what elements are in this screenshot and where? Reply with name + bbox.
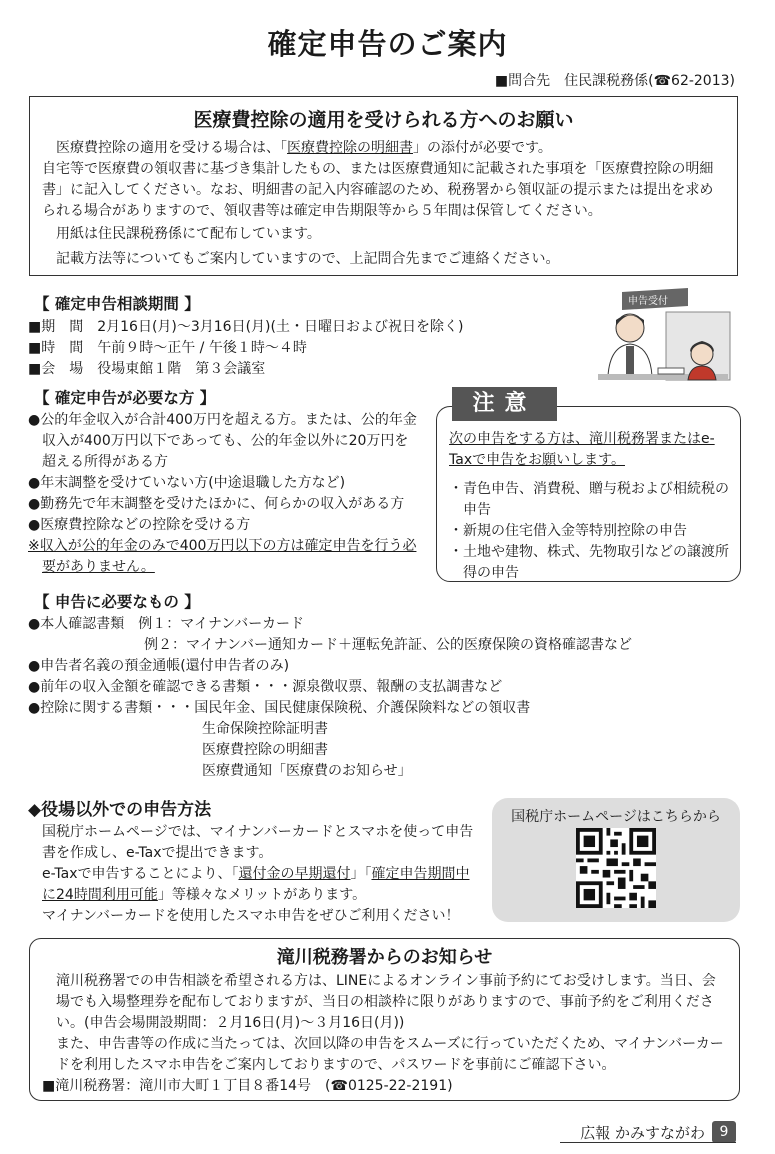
required-list <box>28 614 728 782</box>
medical-notice-p3: 用紙は住民課税務係にて配布しています。 <box>56 226 321 242</box>
medical-form-link: 医療費控除の明細書 <box>287 140 413 156</box>
who-needs-list <box>28 410 420 578</box>
medical-notice-p4: 記載方法等についてもご案内していますので、上記問合先までご連絡ください。 <box>56 251 560 267</box>
id-docs-row <box>28 614 728 635</box>
income-docs-row: ●前年の収入金額を確認できる書類・・・源泉徴収票、報酬の支払調書など <box>28 679 503 695</box>
caution-box <box>436 406 741 582</box>
consultation-illustration <box>588 284 738 404</box>
contact-info: ■問合先 住民課税務係(☎62-2013) <box>494 73 735 89</box>
reception-sign: 申告受付 <box>628 296 668 307</box>
id-example-2: 例２：マイナンバー通知カード＋運転免許証、公的医療保険の資格確認書など <box>144 637 633 653</box>
deduction-item: 生命保険控除証明書 <box>202 721 328 737</box>
medical-notice-p2: 自宅等で医療費の領収書に基づき集計したもの、または医療費通知に記載された事項を「医療費控除の明細書」に記入してください。なお、明細書の記入内容確認のため、税務署から領収証の提示または提出を求められる場合がありますので、領収書等は確定申告期限等から５年間は保管してください。 <box>42 161 714 219</box>
text: 」の添付が必要です。 <box>413 140 552 156</box>
tax-office-body <box>30 969 739 1097</box>
bank-book-row: ●申告者名義の預金通帳(還付申告者のみ) <box>28 658 290 674</box>
outside-p3: マイナンバーカードを使用したスマホ申告をぜひご利用ください！ <box>42 908 460 924</box>
medical-notice-box <box>29 96 738 276</box>
tax-office-box <box>29 938 740 1101</box>
tax-office-p2: また、申告書等の作成に当たっては、次回以降の申告をスムーズに行っていただくため、マイナンバーカードを利用したスマホ申告をご案内しておりますので、パスワードを事前にご確認下さい。 <box>56 1036 724 1073</box>
tax-office-heading: 滝川税務署からのお知らせ <box>276 947 493 968</box>
page-title: 確定申告のご案内 <box>267 27 508 61</box>
period-row: ■期 間 2月16日(月)～3月16日(月)(土・日曜日および祝日を除く) <box>28 319 464 335</box>
venue-row: ■会 場 役場東館１階 第３会議室 <box>28 361 266 377</box>
outside-p2 <box>28 864 480 906</box>
page-number: 9 <box>712 1121 736 1143</box>
id-example-1: 例１：マイナンバーカード <box>138 616 304 632</box>
nta-qr-box <box>492 798 740 922</box>
list-item: ・土地や建物、株式、先物取引などの譲渡所得の申告 <box>449 544 729 581</box>
text: 」等様々なメリットがあります。 <box>157 887 367 903</box>
outside-filing-body <box>28 822 480 927</box>
tax-office-address: ■滝川税務署：滝川市大町１丁目８番14号 (☎0125-22-2191) <box>42 1078 453 1094</box>
list-item: ●公的年金収入が合計400万円を超える方。または、公的年金収入が400万円以下であっても、公的年金以外に20万円を超える所得がある方 <box>28 412 417 470</box>
hours-row: ■時 間 午前９時～正午 / 午後１時～４時 <box>28 340 307 356</box>
list-item: ・青色申告、消費税、贈与税および相続税の申告 <box>449 481 729 518</box>
footer-rule <box>560 1142 736 1143</box>
text: e-Taxで申告することにより、「 <box>42 866 239 882</box>
exemption-note: ※収入が公的年金のみで400万円以下の方は確定申告を行う必要がありません。 <box>28 538 417 575</box>
publication-name: 広報 かみすながわ <box>580 1124 705 1142</box>
text: 」「 <box>350 866 372 882</box>
who-needs-heading: 【 確定申告が必要な方 】 <box>34 389 216 407</box>
early-refund-text: 還付金の早期還付 <box>238 866 351 882</box>
medical-notice-p1 <box>42 138 723 159</box>
qr-label: 国税庁ホームページはこちらから <box>511 809 721 825</box>
24h-available-text: 確定申告期間中に24時間利用可能 <box>42 866 470 903</box>
caution-intro: 次の申告をする方は、滝川税務署またはe-Taxで申告をお願いします。 <box>449 431 715 468</box>
outside-filing-heading: ◆役場以外での申告方法 <box>28 800 212 820</box>
list-item: ●年末調整を受けていない方(中途退職した方など) <box>28 475 346 491</box>
required-heading: 【 申告に必要なもの 】 <box>34 593 200 611</box>
id-docs-label: ●本人確認書類 <box>28 616 125 632</box>
list-item: ●医療費控除などの控除を受ける方 <box>28 517 251 533</box>
deduction-docs-row <box>28 698 728 719</box>
medical-notice-body <box>30 132 737 270</box>
outside-p1: 国税庁ホームページでは、マイナンバーカードとスマホを使って申告書を作成し、e-Taxで提出できます。 <box>42 824 474 861</box>
text: 医療費控除の適用を受ける場合は、「 <box>56 140 287 156</box>
tax-office-p1: 滝川税務署での申告相談を希望される方は、LINEによるオンライン事前予約にてお受けします。当日、会場でも入場整理券を配布しておりますが、当日の相談枠に限りがありますので、事前予約をご利用ください。(申告会場開設期間：２月16日(月)～３月16日(月)) <box>56 973 716 1031</box>
deduction-item: 医療費通知「医療費のお知らせ」 <box>202 763 412 779</box>
consult-period-heading: 【 確定申告相談期間 】 <box>34 295 200 313</box>
qr-code-icon[interactable] <box>576 828 656 908</box>
list-item: ●勤務先で年末調整を受けたほかに、何らかの収入がある方 <box>28 496 405 512</box>
deduction-label: ●控除に関する書類・・・ <box>28 700 195 716</box>
deduction-item: 国民年金、国民健康保険税、介護保険料などの領収書 <box>194 700 531 716</box>
deduction-item: 医療費控除の明細書 <box>202 742 328 758</box>
medical-notice-heading: 医療費控除の適用を受けられる方へのお願い <box>193 109 574 131</box>
consult-period-details <box>28 317 588 380</box>
list-item: ・新規の住宅借入金等特別控除の申告 <box>449 523 687 539</box>
caution-tab: 注意 <box>452 387 557 421</box>
